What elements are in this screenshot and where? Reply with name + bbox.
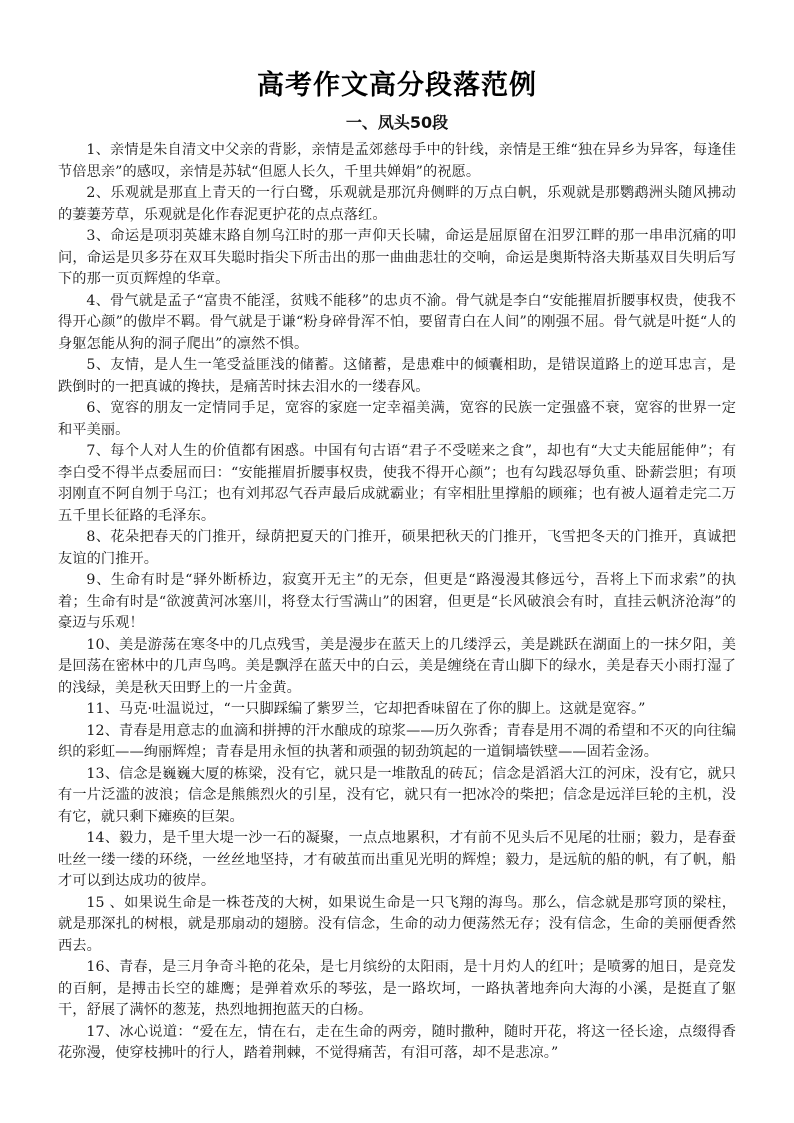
paragraph-11: 11、马克·吐温说过，“一只脚踩编了紫罗兰，它却把香味留在了你的脚上。这就是宽容。” xyxy=(86,701,646,717)
paragraph-4: 4、骨气就是孟子“富贵不能淫，贫贱不能移”的忠贞不渝。骨气就是李白“安能摧眉折腰事权贵，使我不得开心颜”的傲岸不羁。骨气就是于谦“粉身碎骨浑不怕，要留青白在人间”的刚强不屈。骨气就是叶挺“人的身躯怎能从狗的洞子爬出”的凛然不惧。 xyxy=(58,292,736,352)
paragraph-12: 12、青春是用意志的血滴和拼搏的汗水酿成的琼浆——历久弥香；青春是用不凋的希望和不灭的向往编织的彩虹——绚丽辉煌；青春是用永恒的执著和顽强的韧劲筑起的一道铜墙铁壁——固若金汤。 xyxy=(58,722,736,760)
paragraph-2: 2、乐观就是那直上青天的一行白鹭，乐观就是那沉舟侧畔的万点白帆，乐观就是那鹦鹉洲头随风拂动的萋萋芳草，乐观就是化作春泥更护花的点点落红。 xyxy=(58,185,736,223)
paragraph-3: 3、命运是项羽英雄末路自刎乌江时的那一声仰天长啸，命运是屈原留在汨罗江畔的那一串串沉痛的叩问，命运是贝多芬在双耳失聪时指尖下所击出的那一曲曲悲壮的交响，命运是奥斯特洛夫斯基双目失明后写下的那一页页辉煌的华章。 xyxy=(58,228,736,287)
paragraph-9: 9、生命有时是“驿外断桥边，寂寞开无主”的无奈，但更是“路漫漫其修远兮，吾将上下而求索”的执着；生命有时是“欲渡黄河冰塞川，将登太行雪满山”的困窘，但更是“长风破浪会有时，直挂云帆济沧海”的豪迈与乐观！ xyxy=(58,572,736,631)
paragraph-list xyxy=(58,140,736,1065)
paragraph-10: 10、美是游荡在寒冬中的几点残雪，美是漫步在蓝天上的几缕浮云，美是跳跃在湖面上的一抹夕阳，美是回荡在密林中的几声鸟鸣。美是飘浮在蓝天中的白云，美是缠绕在青山脚下的绿水，美是春天小雨打湿了的浅绿，美是秋天田野上的一片金黄。 xyxy=(58,636,736,696)
paragraph-8: 8、花朵把春天的门推开，绿荫把夏天的门推开，硕果把秋天的门推开，飞雪把冬天的门推开，真诚把友谊的门推开。 xyxy=(58,529,736,567)
page-title: 高考作文高分段落范例 xyxy=(257,70,537,101)
paragraph-5: 5、友情，是人生一笔受益匪浅的储蓄。这储蓄，是患难中的倾囊相助，是错误道路上的逆耳忠言，是跌倒时的一把真诚的搀扶，是痛苦时抹去泪水的一缕春风。 xyxy=(58,357,736,395)
section-heading: 一、凤头50段 xyxy=(345,113,449,132)
paragraph-13: 13、信念是巍巍大厦的栋梁，没有它，就只是一堆散乱的砖瓦；信念是滔滔大江的河床，没有它，就只有一片泛滥的波浪；信念是熊熊烈火的引星，没有它，就只有一把冰冷的柴把；信念是远洋巨轮的主机，没有它，就只剩下瘫痪的巨架。 xyxy=(58,765,736,825)
paragraph-7: 7、每个人对人生的价值都有困惑。中国有句古语“君子不受嗟来之食”，却也有“大丈夫能屈能伸”；有李白受不得半点委屈而曰：“安能摧眉折腰事权贵，使我不得开心颜”；也有勾践忍辱负重、卧薪尝胆；有项羽刚直不阿自刎于乌江；也有刘邦忍气吞声最后成就霸业；有宰相肚里撑船的顾雍；也有被人逼着走完二万五千里长征路的毛泽东。 xyxy=(58,443,736,524)
paragraph-1: 1、亲情是朱自清文中父亲的背影，亲情是孟郊慈母手中的针线，亲情是王维“独在异乡为异客，每逢佳节倍思亲”的感叹，亲情是苏轼“但愿人长久，千里共婵娟”的祝愿。 xyxy=(58,142,736,180)
paragraph-6: 6、宽容的朋友一定情同手足，宽容的家庭一定幸福美满，宽容的民族一定强盛不衰，宽容的世界一定和平美丽。 xyxy=(58,400,736,438)
paragraph-17: 17、冰心说道：“爱在左，情在右，走在生命的两旁，随时撒种，随时开花，将这一径长途，点缀得香花弥漫，使穿枝拂叶的行人，踏着荆棘，不觉得痛苦，有泪可落，却不是悲凉。” xyxy=(58,1023,736,1061)
paragraph-16: 16、青春，是三月争奇斗艳的花朵，是七月缤纷的太阳雨，是十月灼人的红叶；是喷雾的旭日，是竞发的百舸，是搏击长空的雄鹰；是弹着欢乐的琴弦，是一路坎坷，一路执著地奔向大海的小溪，是挺直了躯干，舒展了满怀的葱茏，热烈地拥抱蓝天的白杨。 xyxy=(58,959,736,1018)
document-page xyxy=(58,66,736,1065)
paragraph-15: 15 、如果说生命是一株苍茂的大树，如果说生命是一只飞翔的海鸟。那么，信念就是那穹顶的梁柱，就是那深扎的树根，就是那扇动的翅膀。没有信念，生命的动力便荡然无存；没有信念，生命的美丽便香然西去。 xyxy=(58,894,736,954)
paragraph-14: 14、毅力，是千里大堤一沙一石的凝聚，一点点地累积，才有前不见头后不见尾的壮丽；毅力，是春蚕吐丝一缕一缕的环绕，一丝丝地坚持，才有破茧而出重见光明的辉煌；毅力，是远航的船的帆，有了帆，船才可以到达成功的彼岸。 xyxy=(58,830,736,889)
